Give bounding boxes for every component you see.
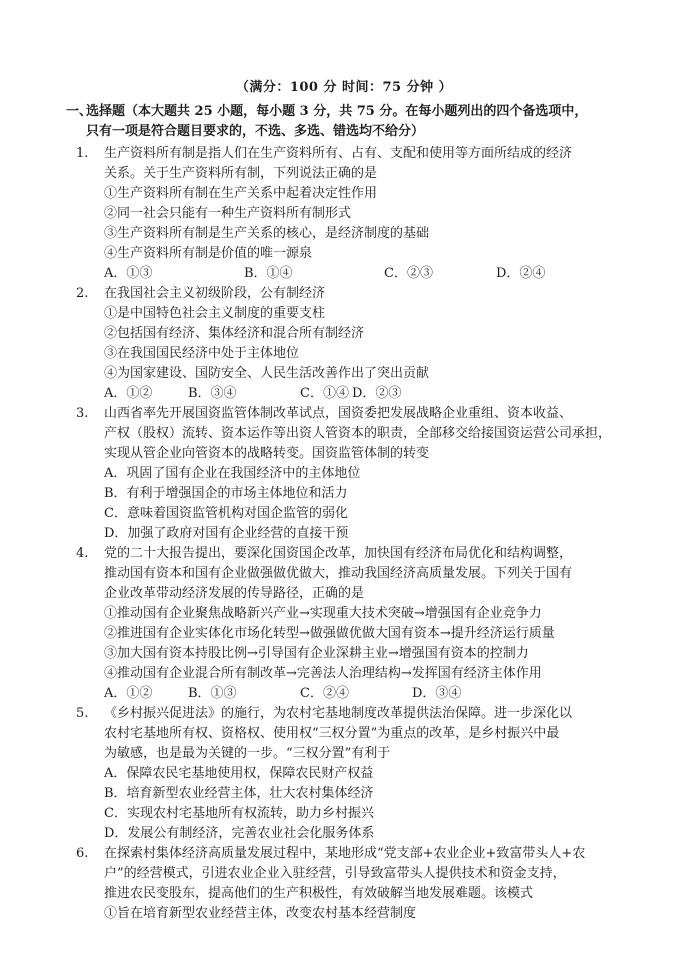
question-line: ①旨在培育新型农业经营主体，改变农村基本经营制度 bbox=[104, 906, 417, 921]
question-line: ③加大国有资本持股比例→引导国有企业深耕主业→增强国有资本的控制力 bbox=[104, 646, 529, 661]
option-d: D．②③ bbox=[352, 386, 402, 401]
question-line: 山西省率先开展国资监管体制改革试点，国资委把发展战略企业重组、资本收益、 bbox=[104, 406, 573, 421]
option-a: A．①③ bbox=[104, 266, 153, 281]
question-number: 3. bbox=[76, 406, 89, 421]
question-number: 6. bbox=[76, 846, 89, 861]
question-number: 4. bbox=[76, 546, 89, 561]
question-line: ①生产资料所有制在生产关系中起着决定性作用 bbox=[104, 186, 378, 201]
option-b: B．③④ bbox=[188, 386, 237, 401]
option-a: A．①② bbox=[104, 386, 153, 401]
section-line: 选择题（本大题共 25 小题，每小题 3 分，共 75 分。在每小题列出的四个备选项中， bbox=[86, 104, 588, 119]
question-line: 实现从管企业向管资本的战略转变。国资监管体制的转变 bbox=[104, 446, 430, 461]
option-c: C．实现农村宅基地所有权流转，助力乡村振兴 bbox=[104, 806, 374, 821]
question-line: 产权（股权）流转、资本运作等出资人管资本的职责，全部移交给接国资运营公司承担， bbox=[104, 426, 612, 441]
question-line: 推进农民变股东，提高他们的生产积极性，有效破解当地发展难题。该模式 bbox=[104, 886, 534, 901]
option-c: C．意味着国资监管机构对国企监管的弱化 bbox=[104, 506, 348, 521]
question-3 bbox=[76, 404, 678, 544]
question-line: 生产资料所有制是指人们在生产资料所有、占有、支配和使用等方面所结成的经济 bbox=[104, 146, 573, 161]
section-number: 一、 bbox=[66, 104, 93, 119]
option-a: A．保障农民宅基地使用权，保障农民财产权益 bbox=[104, 766, 374, 781]
question-line: 企业改革带动经济发展的传导路径，正确的是 bbox=[104, 586, 365, 601]
question-line: ②同一社会只能有一种生产资料所有制形式 bbox=[104, 206, 352, 221]
option-c: C．②④ bbox=[300, 686, 349, 701]
question-line: 《乡村振兴促进法》的施行，为农村宅基地制度改革提供法治保障。进一步深化以 bbox=[104, 706, 573, 721]
question-1 bbox=[76, 144, 678, 284]
option-a: A．巩固了国有企业在我国经济中的主体地位 bbox=[104, 466, 361, 481]
option-a: A．①② bbox=[104, 686, 153, 701]
option-d: D．②④ bbox=[496, 266, 546, 281]
question-line: ③生产资料所有制是生产关系的核心，是经济制度的基础 bbox=[104, 226, 430, 241]
question-line: 为敏感，也是最为关键的一步。“三权分置”有利于 bbox=[104, 746, 391, 761]
option-c: C．①④ bbox=[300, 386, 349, 401]
section-line: 只有一项是符合题目要求的，不选、多选、错选均不给分） bbox=[86, 124, 425, 139]
question-line: ③在我国国民经济中处于主体地位 bbox=[104, 346, 300, 361]
question-number: 2. bbox=[76, 286, 89, 301]
option-row bbox=[104, 384, 678, 404]
option-row bbox=[104, 264, 678, 284]
question-line: 户”的经营模式，引进农业企业入驻经营，引导致富带头人提供技术和资金支持， bbox=[104, 866, 566, 881]
question-6 bbox=[76, 844, 678, 924]
question-line: ④推动国有企业混合所有制改革→完善法人治理结构→发挥国有经济主体作用 bbox=[104, 666, 542, 681]
question-line: 在我国社会主义初级阶段，公有制经济 bbox=[104, 286, 326, 301]
question-line: 党的二十大报告提出，要深化国资国企改革，加快国有经济布局优化和结构调整， bbox=[104, 546, 573, 561]
question-line: ①是中国特色社会主义制度的重要支柱 bbox=[104, 306, 326, 321]
question-number: 5. bbox=[76, 706, 89, 721]
question-line: ②包括国有经济、集体经济和混合所有制经济 bbox=[104, 326, 365, 341]
question-number: 1. bbox=[76, 146, 89, 161]
option-d: D．发展公有制经济，完善农业社会化服务体系 bbox=[104, 826, 375, 841]
option-b: B．①④ bbox=[244, 266, 293, 281]
question-line: 关系。关于生产资料所有制，下列说法正确的是 bbox=[104, 166, 378, 181]
question-line: 在探索村集体经济高质量发展过程中，某地形成“党支部+农业企业+致富带头人+农 bbox=[104, 846, 586, 861]
question-line: ①推动国有企业聚焦战略新兴产业→实现重大技术突破→增强国有企业竞争力 bbox=[104, 606, 542, 621]
option-d: D．加强了政府对国有企业经营的直接干预 bbox=[104, 526, 349, 541]
question-4 bbox=[76, 544, 678, 704]
question-5 bbox=[76, 704, 678, 844]
option-b: B．有利于增强国企的市场主体地位和活力 bbox=[104, 486, 348, 501]
question-line: 推动国有资本和国有企业做强做优做大，推动我国经济高质量发展。下列关于国有 bbox=[104, 566, 573, 581]
option-c: C．②③ bbox=[384, 266, 433, 281]
section-heading bbox=[66, 102, 676, 142]
option-b: B．培育新型农业经营主体，壮大农村集体经济 bbox=[104, 786, 374, 801]
exam-header: （满分：100 分 时间：75 分钟 ） bbox=[235, 80, 453, 95]
option-row bbox=[104, 684, 678, 704]
question-line: ②推进国有企业实体化市场化转型→做强做优做大国有资本→提升经济运行质量 bbox=[104, 626, 555, 641]
question-2 bbox=[76, 284, 678, 404]
question-line: 农村宅基地所有权、资格权、使用权“三权分置”为重点的改革，是乡村振兴中最 bbox=[104, 726, 560, 741]
question-line: ④生产资料所有制是价值的唯一源泉 bbox=[104, 246, 313, 261]
option-b: B．①③ bbox=[188, 686, 237, 701]
option-d: D．③④ bbox=[412, 686, 462, 701]
question-line: ④为国家建设、国防安全、人民生活改善作出了突出贡献 bbox=[104, 366, 430, 381]
